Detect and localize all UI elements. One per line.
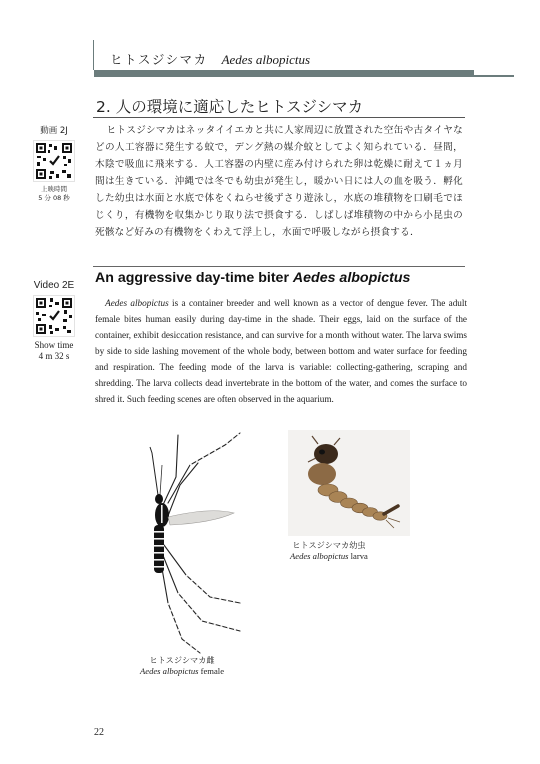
- show-time-label-en: Show time: [34, 340, 74, 350]
- section1-body: ヒトスジシマカはネッタイイエカと共に人家周辺に放置された空缶や古タイヤなどの人工容器に発生する蚊で，デング熱の媒介蚊としてよく知られている．昼間，木陰で吸血に飛来する．人工容器の内壁に産み付けられた卵は乾燥に耐えて１ヵ月間は生きている．沖縄では冬でも幼虫が発生し，暖かい日には人の血を吸う．孵化した幼虫は水面と水底で体をくねらせ後ずさり遊泳し，水底の堆積物を口刷毛でほじくり，有機物を収集かじり取り法で摂食する．しばしば堆積物の中から小昆虫の死骸など好みの有機物をくわえて浮上し，水面で呼吸しながら摂食する．: [95, 125, 463, 238]
- section2-heading-text: An aggressive day-time biter: [95, 270, 293, 286]
- section2-rule: [93, 266, 465, 267]
- larva-caption-species: Aedes albopictus: [290, 551, 349, 561]
- video-label-ja: 動画 2J: [40, 126, 68, 136]
- mosquito-female-image: [140, 425, 260, 655]
- female-caption-suffix: female: [198, 666, 225, 676]
- show-time-value-ja: 5 分 08 秒: [38, 194, 70, 202]
- page-number: 22: [94, 727, 104, 738]
- section2-body-species: Aedes albopictus: [105, 298, 169, 308]
- video-block-ja: [22, 124, 86, 203]
- larva-caption-en: [290, 551, 368, 562]
- larva-caption-ja: ヒトスジシマカ幼虫: [292, 540, 366, 550]
- running-title-en: Aedes albopictus: [221, 52, 311, 67]
- female-caption-en: [140, 666, 224, 677]
- larva-caption: [290, 540, 368, 562]
- header-rule-thin: [474, 75, 514, 77]
- header-vertical-rule: [93, 40, 94, 70]
- section2-heading: [95, 270, 410, 286]
- female-caption: [140, 655, 224, 677]
- mosquito-larva-image: [288, 430, 410, 536]
- header-rule: [94, 70, 474, 77]
- female-caption-ja: ヒトスジシマカ雌: [149, 655, 215, 665]
- section2-heading-species: Aedes albopictus: [292, 270, 411, 286]
- larva-caption-suffix: larva: [348, 551, 368, 561]
- female-caption-species: Aedes albopictus: [140, 666, 199, 676]
- section2-body: [95, 295, 467, 407]
- running-title-ja: ヒトスジシマカ: [110, 52, 208, 67]
- show-time-label-ja: 上映時間: [41, 185, 67, 193]
- video-label-en: Video 2E: [33, 280, 75, 291]
- show-time-value-en: 4 m 32 s: [38, 351, 70, 361]
- qr-code-icon[interactable]: [33, 295, 75, 337]
- running-title: [110, 50, 310, 68]
- video-block-en: [22, 280, 86, 362]
- section1-rule: [93, 117, 465, 118]
- section2-body-text: is a container breeder and well known as a vector of dengue fever. The adult female bites human easily during day-time in the shade. Their eggs, laid on the surface of the container, exhibit desiccation resistance, and can survive for a month without water. The larva swims by side to side lashing movement of the whole body, between bottom and water surface for feeding and respiration. The feeding mode of the larva is variable: collecting-gathering, scraping and shredding. The larva collects dead invertebrate in the bottom of the water, and comes the surface to shred it. Such feeding scenes are often observed in the aquarium.: [95, 298, 467, 404]
- section1-heading: 2. 人の環境に適応したヒトスジシマカ: [96, 98, 364, 116]
- qr-code-icon[interactable]: [33, 140, 75, 182]
